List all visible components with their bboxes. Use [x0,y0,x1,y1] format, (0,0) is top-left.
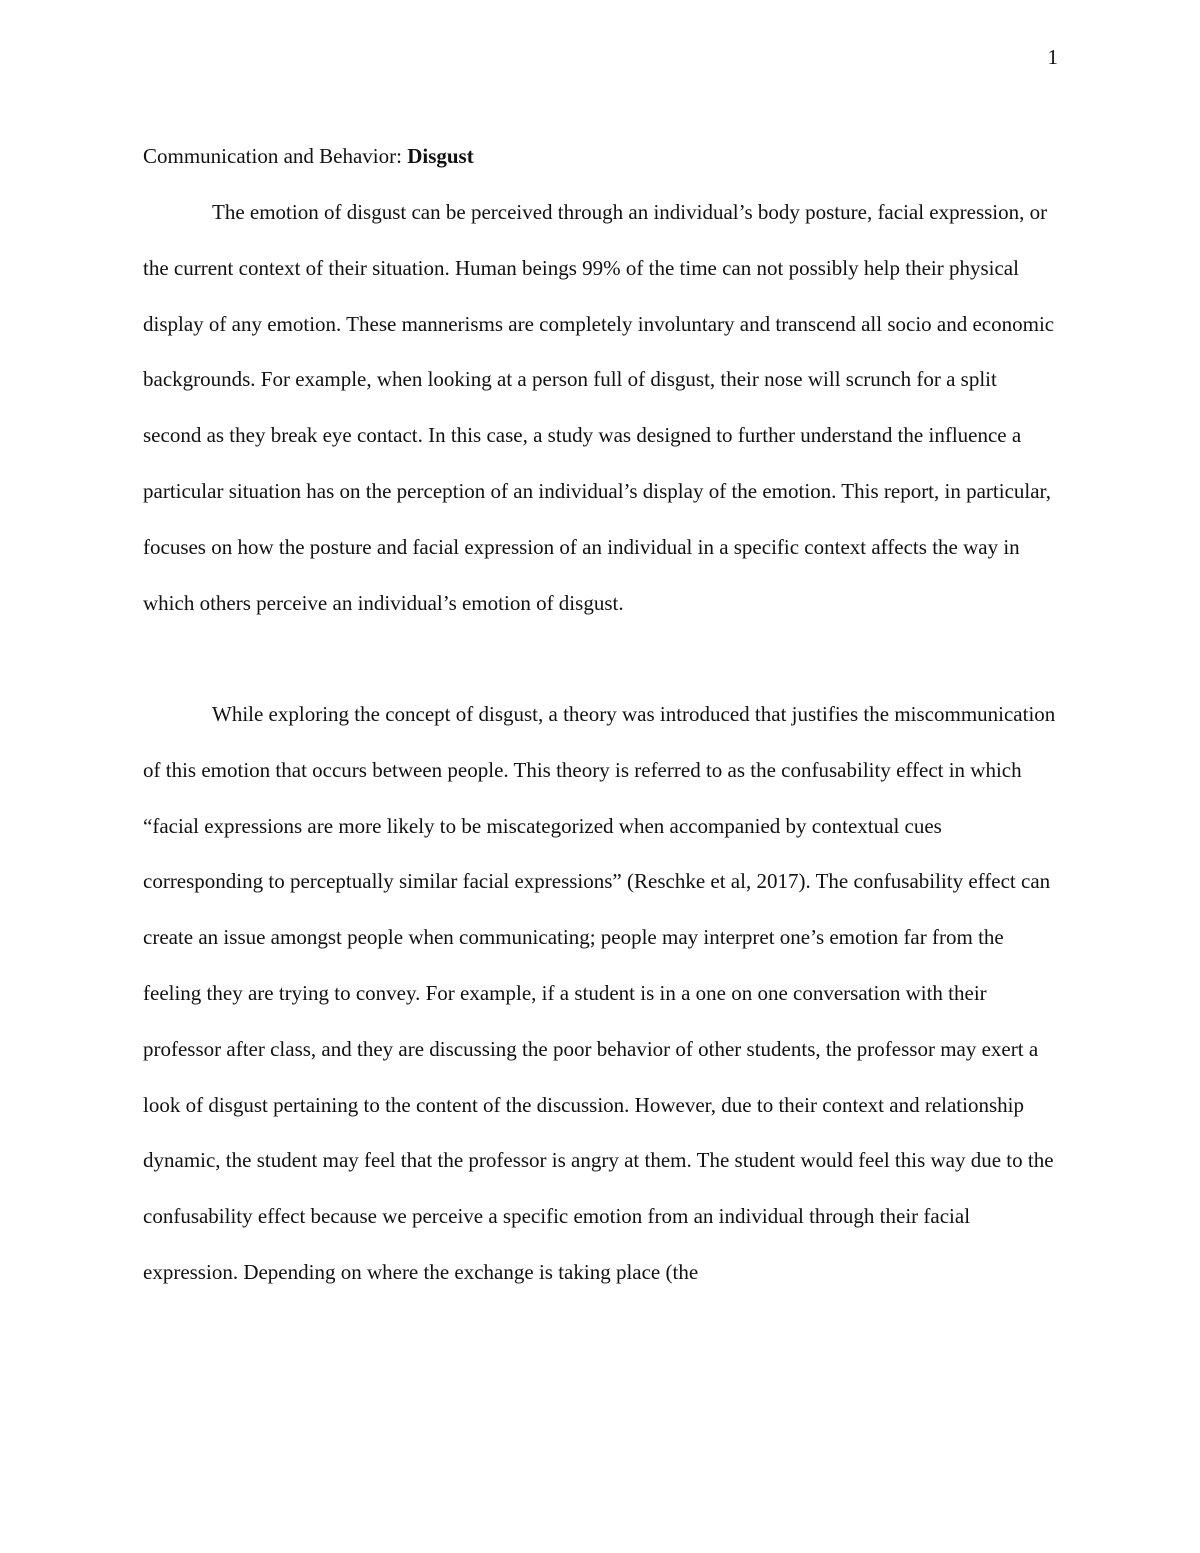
body-paragraph-1: The emotion of disgust can be perceived through an individual’s body posture, facial expression, or the current context of their situation. Human beings 99% of the time can not possibly help their physical display of any emotion. These mannerisms are completely involuntary and transcend all socio and economic backgrounds. For example, when looking at a person full of disgust, their nose will scrunch for a split second as they break eye contact. In this case, a study was designed to further understand the influence a particular situation has on the perception of an individual’s display of the emotion. This report, in particular, focuses on how the posture and facial expression of an individual in a specific context affects the way in which others perceive an individual’s emotion of disgust. [143,200,1055,615]
page-number: 1 [1047,45,1058,69]
body-paragraph-2: While exploring the concept of disgust, a theory was introduced that justifies the miscommunication of this emotion that occurs between people. This theory is referred to as the confusability effect in which “facial expressions are more likely to be miscategorized when accompanied by contextual cues corresponding to perceptually similar facial expressions” (Reschke et al, 2017). The confusability effect can create an issue amongst people when communicating; people may interpret one’s emotion far from the feeling they are trying to convey. For example, if a student is in a one on one conversation with their professor after class, and they are discussing the poor behavior of other students, the professor may exert a look of disgust pertaining to the content of the discussion. However, due to their context and relationship dynamic, the student may feel that the professor is angry at them. The student would feel this way due to the confusability effect because we perceive a specific emotion from an individual through their facial expression. Depending on where the exchange is taking place (the [143,702,1056,1284]
title-prefix: Communication and Behavior: [143,144,408,168]
document-title [143,143,474,169]
title-bold-word: Disgust [407,144,474,168]
